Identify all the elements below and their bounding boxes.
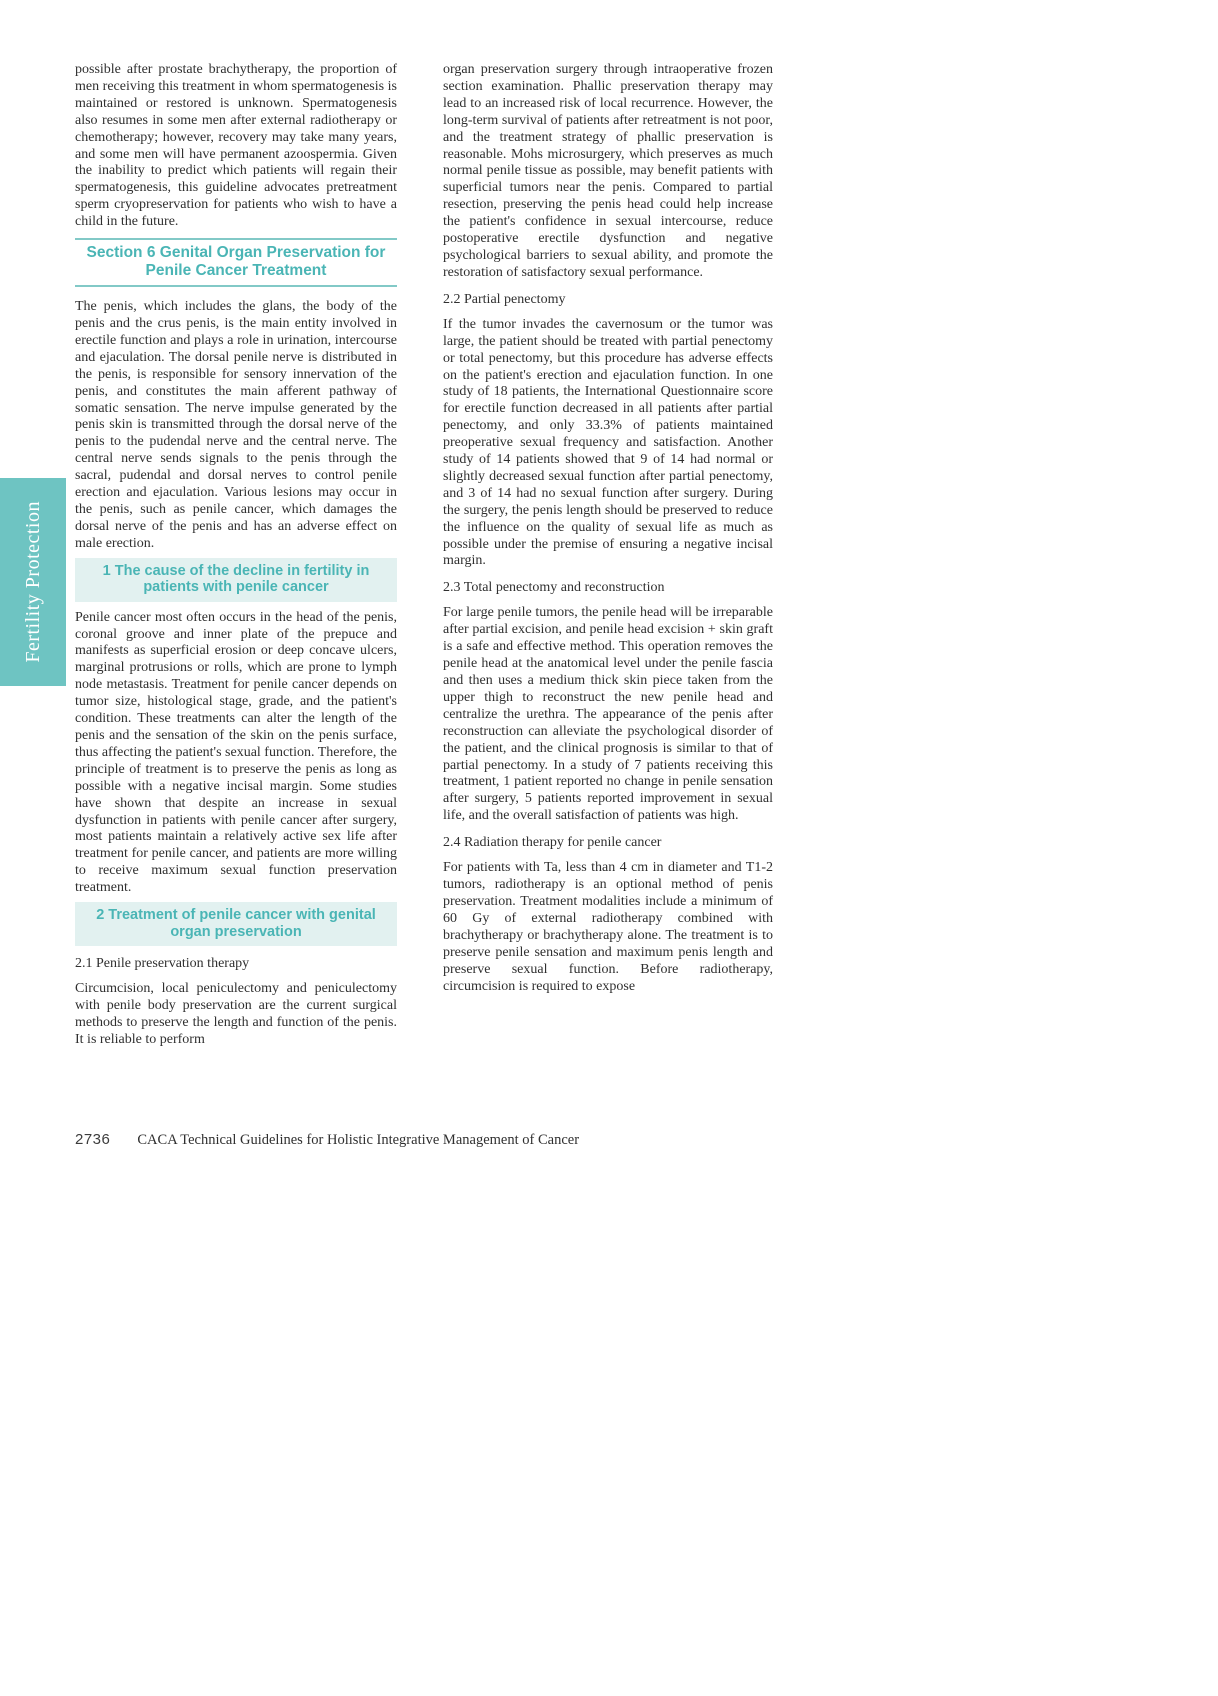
- paragraph-penis-anatomy: The penis, which includes the glans, the body of the penis and the crus penis, is the main entity involved in erectile function and plays a role in urination, intercourse and ejaculation. The dorsal penile nerve is distributed in the penis, is responsible for sensory innervation of the penis, and constitutes the main afferent pathway of somatic sensation. The nerve impulse generated by the penis skin is transmitted through the dorsal nerve of the penis to the pudendal nerve and the central nerve. The central nerve sends signals to the penis through the sacral, pudendal and dorsal nerves to control penile erection and ejaculation. Various lesions may occur in the penis, such as penile cancer, which damages the dorsal nerve of the penis and has an adverse effect on male erection.: [75, 299, 397, 551]
- paragraph-partial-penectomy: If the tumor invades the cavernosum or the tumor was large, the patient should be treated with partial penectomy or total penectomy, but this procedure has adverse effects on the patient's erection and ejaculation function. In one study of 18 patients, the International Questionnaire score for erectile function decreased in all patients after partial penectomy, and only 33.3% of patients maintained preoperative sexual frequency and satisfaction. Another study of 14 patients showed that 9 of 14 had normal or slightly decreased sexual function after partial penectomy, and 3 of 14 had no sexual function after surgery. During the surgery, the penis length should be preserved to reduce the influence on the quality of sexual life as much as possible under the premise of ensuring a negative incisal margin.: [443, 316, 773, 569]
- heading-2-3-total-penectomy: 2.3 Total penectomy and reconstruction: [443, 580, 665, 596]
- paragraph-radiation-therapy: For patients with Ta, less than 4 cm in diameter and T1-2 tumors, radiotherapy is an optional method of penis preservation. Treatment modalities include a minimum of 60 Gy of external radiotherapy combined with brachytherapy or brachytherapy alone. The treatment is to preserve penile sensation and maximum penis length and preserve sexual function. Before radiotherapy, circumcision is required to expose: [443, 860, 773, 994]
- paragraph-penile-cancer-overview: Penile cancer most often occurs in the head of the penis, coronal groove and inner plate of the prepuce and manifests as superficial erosion or deep concave ulcers, marginal protrusions or rolls, which are prone to lymph node metastasis. Treatment for penile cancer depends on tumor size, histological stage, grade, and the patient's condition. These treatments can alter the length of the penis and the sensation of the skin on the penis surface, thus affecting the patient's sexual function. Therefore, the principle of treatment is to preserve the penis as long as possible with a negative incisal margin. Some studies have shown that despite an increase in sexual dysfunction in patients with penile cancer after surgery, most patients maintain a relatively active sex life after treatment for penile cancer, and patients are more willing to receive maximum sexual function preservation treatment.: [75, 609, 397, 896]
- page-footer: [75, 1131, 775, 1149]
- paragraph-sperm-cryopreservation: possible after prostate brachytherapy, the proportion of men receiving this treatment in whom spermatogenesis is maintained or restored is unknown. Spermatogenesis also resumes in some men after external radiotherapy or chemotherapy; however, recovery may take many years, and some men will have permanent azoospermia. Given the inability to predict which patients will regain their spermatogenesis, this guideline advocates pretreatment sperm cryopreservation for patients who wish to have a child in the future.: [75, 62, 397, 230]
- heading-2-4-radiation-therapy: 2.4 Radiation therapy for penile cancer: [443, 835, 662, 851]
- heading-2-2-partial-penectomy: 2.2 Partial penectomy: [443, 291, 566, 307]
- footer-title: CACA Technical Guidelines for Holistic Integrative Management of Cancer: [137, 1132, 580, 1148]
- page-number: 2736: [75, 1131, 111, 1148]
- paragraph-total-penectomy-reconstruction: For large penile tumors, the penile head will be irreparable after partial excision, and penile head excision + skin graft is a safe and effective method. This operation removes the penile head at the anatomical level under the penile fascia and then uses a medium thick skin piece taken from the upper thigh to reconstruct the new penile head and centralize the urethra. The appearance of the penis after reconstruction can alleviate the psychological disorder of the patient, and the clinical prognosis is similar to that of partial penectomy. In a study of 7 patients receiving this treatment, 1 patient reported no change in penile sensation after surgery, 5 patients reported improvement in sexual life, and the overall satisfaction of patients was high.: [443, 605, 773, 824]
- chapter-tab-label: Fertility Protection: [21, 501, 44, 663]
- subheading-2-treatment: 2 Treatment of penile cancer with genital organ preservation: [75, 902, 397, 946]
- left-column: [75, 62, 397, 1049]
- chapter-tab: [0, 478, 66, 686]
- section-6-heading: Section 6 Genital Organ Preservation for Penile Cancer Treatment: [75, 238, 397, 287]
- subheading-1-fertility-decline: 1 The cause of the decline in fertility in patients with penile cancer: [75, 558, 397, 602]
- heading-2-1-penile-preservation-therapy: 2.1 Penile preservation therapy: [75, 956, 250, 972]
- paragraph-circumcision-methods: Circumcision, local peniculectomy and peniculectomy with penile body preservation are the current surgical methods to preserve the length and function of the penis. It is reliable to perform: [75, 981, 397, 1047]
- paragraph-organ-preservation-surgery: organ preservation surgery through intraoperative frozen section examination. Phallic preservation therapy may lead to an increased risk of local recurrence. However, the long-term survival of patients after retreatment is not poor, and the treatment strategy of phallic preservation is reasonable. Mohs microsurgery, which preserves as much normal penile tissue as possible, may benefit patients with superficial tumors near the penis. Compared to partial resection, preserving the penis head could help increase the patient's confidence in sexual intercourse, reduce postoperative erectile dysfunction and negative psychological barriers to sexual ability, and promote the restoration of satisfactory sexual performance.: [443, 62, 773, 280]
- right-column: [443, 62, 773, 995]
